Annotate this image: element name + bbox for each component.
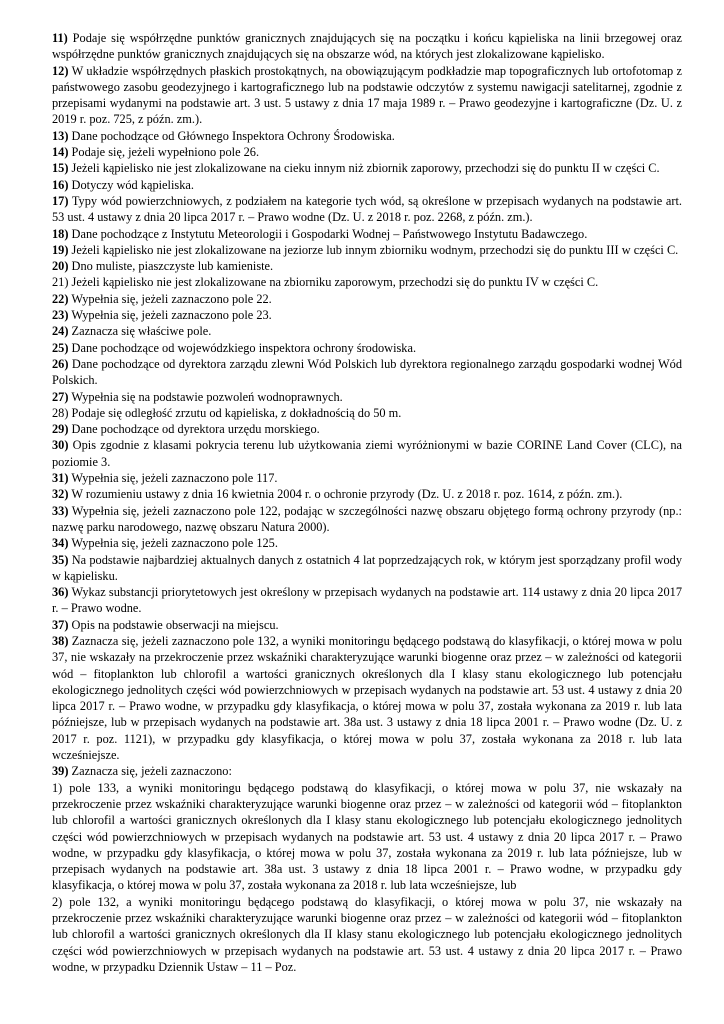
footnote-text: Dno muliste, piaszczyste lub kamieniste. bbox=[68, 259, 274, 274]
subitem-list bbox=[52, 780, 682, 976]
footnote-text: Zaznacza się, jeżeli zaznaczono pole 132, a wyniki monitoringu będącego podstawą do klasyfikacji, o której mowa w polu 37, nie wskazały na przekroczenie przez wskaźniki charakteryzujące warunki biogenne oraz przez – w zależności od kategorii wód – fitoplankton lub chlorofil a wartości granicznych określonych dla I klasy stanu ekologicznego lub potencjału ekologicznego jednolitych części wód powierzchniowych w przepisach wydanych na podstawie art. 53 ust. 4 ustawy z dnia 20 lipca 2017 r. – Prawo wodne, w przypadku gdy klasyfikacja, o której mowa w polu 37, została wykonana za 2019 r. lub lata późniejsze, lub w przepisach wydanych na podstawie art. 38a ust. 3 ustawy z dnia 18 lipca 2001 r. – Prawo wodne (Dz. U. z 2017 r. poz. 1121), w przypadku gdy klasyfikacja, o której mowa w polu 37, została wykonana za 2018 r. lub lata wcześniejsze. bbox=[52, 633, 682, 763]
footnote bbox=[52, 291, 682, 307]
footnote-text: Jeżeli kąpielisko nie jest zlokalizowane na jeziorze lub innym zbiorniku wodnym, przechodzi się do punktu III w części C. bbox=[68, 242, 679, 257]
footnote-subitem: 2) pole 132, a wyniki monitoringu będącego podstawą do klasyfikacji, o której mowa w polu 37, nie wskazały na przekroczenie przez wskaźniki charakteryzujące warunki biogenne oraz przez – w zależności od kategorii wód – fitoplankton lub chlorofil a wartości granicznych określonych dla II klasy stanu ekologicznego lub potencjału ekologicznego jednolitych części wód powierzchniowych w przepisach wydanych na podstawie art. 53 ust. 4 ustawy z dnia 20 lipca 2017 r. – Prawo wodne, w przypadku Dziennik Ustaw – 11 – Poz. bbox=[52, 894, 682, 974]
footnote bbox=[52, 421, 682, 437]
footnote-number: 23) bbox=[52, 308, 69, 323]
footnote-number: 32) bbox=[52, 487, 69, 502]
footnote bbox=[52, 226, 682, 242]
footnote bbox=[52, 30, 682, 63]
footnote-number: 16) bbox=[52, 177, 69, 192]
footnote-number: 34) bbox=[52, 536, 69, 551]
footnote-text: Dane pochodzące od dyrektora urzędu morskiego. bbox=[68, 422, 320, 437]
footnote-text: Dotyczy wód kąpieliska. bbox=[68, 177, 194, 192]
footnote bbox=[52, 552, 682, 585]
footnote-text: Podaje się odległość zrzutu od kąpieliska, z dokładnością do 50 m. bbox=[68, 405, 402, 420]
footnote-text: Jeżeli kąpielisko nie jest zlokalizowane na cieku innym niż zbiornik zaporowy, przechodzi się do punktu II w części C. bbox=[68, 161, 660, 176]
footnote bbox=[52, 763, 682, 779]
footnote-number: 22) bbox=[52, 291, 69, 306]
footnote-number: 19) bbox=[52, 242, 69, 257]
footnote-text: Typy wód powierzchniowych, z podziałem na kategorie tych wód, są określone w przepisach wydanych na podstawie art. 53 ust. 4 ustawy z dnia 20 lipca 2017 r. – Prawo wodne (Dz. U. z 2018 r. poz. 2268, z późn. zm.). bbox=[52, 193, 682, 225]
footnote-text: Wypełnia się, jeżeli zaznaczono pole 23. bbox=[68, 308, 272, 323]
footnote bbox=[52, 63, 682, 128]
footnote-number: 30) bbox=[52, 438, 69, 453]
footnote bbox=[52, 307, 682, 323]
footnote-text: Jeżeli kąpielisko nie jest zlokalizowane na zbiorniku zaporowym, przechodzi się do punktu IV w części C. bbox=[68, 275, 599, 290]
footnote-text: Dane pochodzące od Głównego Inspektora Ochrony Środowiska. bbox=[68, 128, 395, 143]
footnote-text: Wypełnia się, jeżeli zaznaczono pole 125. bbox=[68, 536, 278, 551]
footnote-text: Opis zgodnie z klasami pokrycia terenu lub użytkowania ziemi wyróżnionymi w bazie CORINE Land Cover (CLC), na poziomie 3. bbox=[52, 438, 682, 469]
footnote-number: 24) bbox=[52, 324, 69, 339]
footnote bbox=[52, 258, 682, 274]
footnote-text: W rozumieniu ustawy z dnia 16 kwietnia 2004 r. o ochronie przyrody (Dz. U. z 2018 r. poz. 1614, z późn. zm.). bbox=[68, 487, 623, 502]
footnote-number: 21) bbox=[52, 275, 69, 290]
footnote-number: 20) bbox=[52, 259, 69, 274]
footnote-number: 31) bbox=[52, 471, 69, 486]
footnote-text: Wypełnia się, jeżeli zaznaczono pole 122, podając w szczególności nazwę obszaru objętego formą ochrony przyrody (np.: nazwę parku narodowego, nazwę obszaru Natura 2000). bbox=[52, 503, 682, 534]
footnote-number: 35) bbox=[52, 552, 69, 567]
footnote-subitem: 1) pole 133, a wyniki monitoringu będącego podstawą do klasyfikacji, o której mowa w polu 37, nie wskazały na przekroczenie przez wskaźniki charakteryzujące warunki biogenne oraz przez – w zależności od kategorii wód – fitoplankton lub chlorofil a wartości granicznych określonych dla I klasy stanu ekologicznego lub potencjału ekologicznego jednolitych części wód powierzchniowych w przepisach wydanych na podstawie art. 53 ust. 4 ustawy z dnia 20 lipca 2017 r. – Prawo wodne, w przypadku gdy klasyfikacja, o której mowa w polu 37, została wykonana za 2019 r. lub lata późniejsze, lub w przepisach wydanych na podstawie art. 38a ust. 3 ustawy z dnia 18 lipca 2001 r. – Prawo wodne, w przypadku gdy klasyfikacja, o której mowa w polu 37, została wykonana za 2018 r. lub lata wcześniejsze, lub bbox=[52, 780, 682, 893]
footnote bbox=[52, 584, 682, 617]
footnote-text: W układzie współrzędnych płaskich prostokątnych, na obowiązującym podkładzie map topograficznych lub ortofotomap z państwowego zasobu geodezyjnego i kartograficznego lub na podstawie odczytów z systemu nawigacji satelitarnej, zgodnie z przepisami wydanymi na podstawie art. 3 ust. 5 ustawy z dnia 17 maja 1989 r. – Prawo geodezyjne i kartograficzne (Dz. U. z 2019 r. poz. 725, z późn. zm.). bbox=[52, 63, 682, 127]
footnote-number: 28) bbox=[52, 405, 69, 420]
footnote bbox=[52, 617, 682, 633]
footnote-number: 13) bbox=[52, 128, 69, 143]
footnote-text: Wypełnia się, jeżeli zaznaczono pole 22. bbox=[68, 291, 272, 306]
footnote bbox=[52, 128, 682, 144]
footnote-text: Podaje się, jeżeli wypełniono pole 26. bbox=[68, 145, 260, 160]
footnote-number: 39) bbox=[52, 764, 69, 779]
footnote-text: Wykaz substancji priorytetowych jest określony w przepisach wydanych na podstawie art. 114 ustawy z dnia 20 lipca 2017 r. – Prawo wodne. bbox=[52, 585, 682, 616]
footnote-text: Podaje się współrzędne punktów granicznych znajdujących się na początku i końcu kąpieliska na linii brzegowej oraz współrzędne punktów granicznych znajdujących się na obszarze wód, na których jest zlokalizowane kąpielisko. bbox=[52, 31, 682, 62]
footnote bbox=[52, 193, 682, 226]
footnote-number: 14) bbox=[52, 145, 69, 160]
footnote-text: Na podstawie najbardziej aktualnych danych z ostatnich 4 lat poprzedzających rok, w którym jest sporządzany profil wody w kąpielisku. bbox=[52, 552, 682, 583]
footnote bbox=[52, 144, 682, 160]
footnote bbox=[52, 633, 682, 763]
footnote bbox=[52, 503, 682, 536]
footnote-number: 18) bbox=[52, 226, 69, 241]
footnote bbox=[52, 486, 682, 502]
footnote-number: 36) bbox=[52, 585, 69, 600]
footnote bbox=[52, 323, 682, 339]
footnote bbox=[52, 389, 682, 405]
footnote-number: 38) bbox=[52, 633, 69, 648]
footnote bbox=[52, 274, 682, 290]
footnote-number: 25) bbox=[52, 340, 69, 355]
footnote bbox=[52, 437, 682, 470]
document-page bbox=[52, 30, 682, 975]
footnote bbox=[52, 405, 682, 421]
footnote bbox=[52, 177, 682, 193]
footnote-text: Dane pochodzące od wojewódzkiego inspektora ochrony środowiska. bbox=[68, 340, 417, 355]
footnote-number: 37) bbox=[52, 617, 69, 632]
footnote bbox=[52, 470, 682, 486]
footnote-text: Dane pochodzące z Instytutu Meteorologii i Gospodarki Wodnej – Państwowego Instytutu Badawczego. bbox=[68, 226, 588, 241]
footnote bbox=[52, 356, 682, 389]
footnote-number: 29) bbox=[52, 422, 69, 437]
footnote-number: 26) bbox=[52, 356, 69, 371]
footnote bbox=[52, 535, 682, 551]
footnote-text: Zaznacza się właściwe pole. bbox=[68, 324, 212, 339]
footnote-list bbox=[52, 30, 682, 780]
footnote-text: Wypełnia się, jeżeli zaznaczono pole 117. bbox=[68, 471, 278, 486]
footnote-number: 27) bbox=[52, 389, 69, 404]
footnote-text: Dane pochodzące od dyrektora zarządu zlewni Wód Polskich lub dyrektora regionalnego zarządu gospodarki wodnej Wód Polskich. bbox=[52, 356, 682, 388]
footnote-number: 17) bbox=[52, 193, 69, 208]
footnote-text: Zaznacza się, jeżeli zaznaczono: bbox=[68, 764, 232, 779]
footnote-number: 11) bbox=[52, 31, 68, 45]
footnote-text: Wypełnia się na podstawie pozwoleń wodnoprawnych. bbox=[68, 389, 343, 404]
footnote bbox=[52, 160, 682, 176]
footnote bbox=[52, 242, 682, 258]
footnote-number: 15) bbox=[52, 161, 69, 176]
footnote-number: 12) bbox=[52, 63, 69, 78]
footnote-number: 33) bbox=[52, 503, 69, 518]
footnote-text: Opis na podstawie obserwacji na miejscu. bbox=[68, 617, 279, 632]
footnote bbox=[52, 340, 682, 356]
